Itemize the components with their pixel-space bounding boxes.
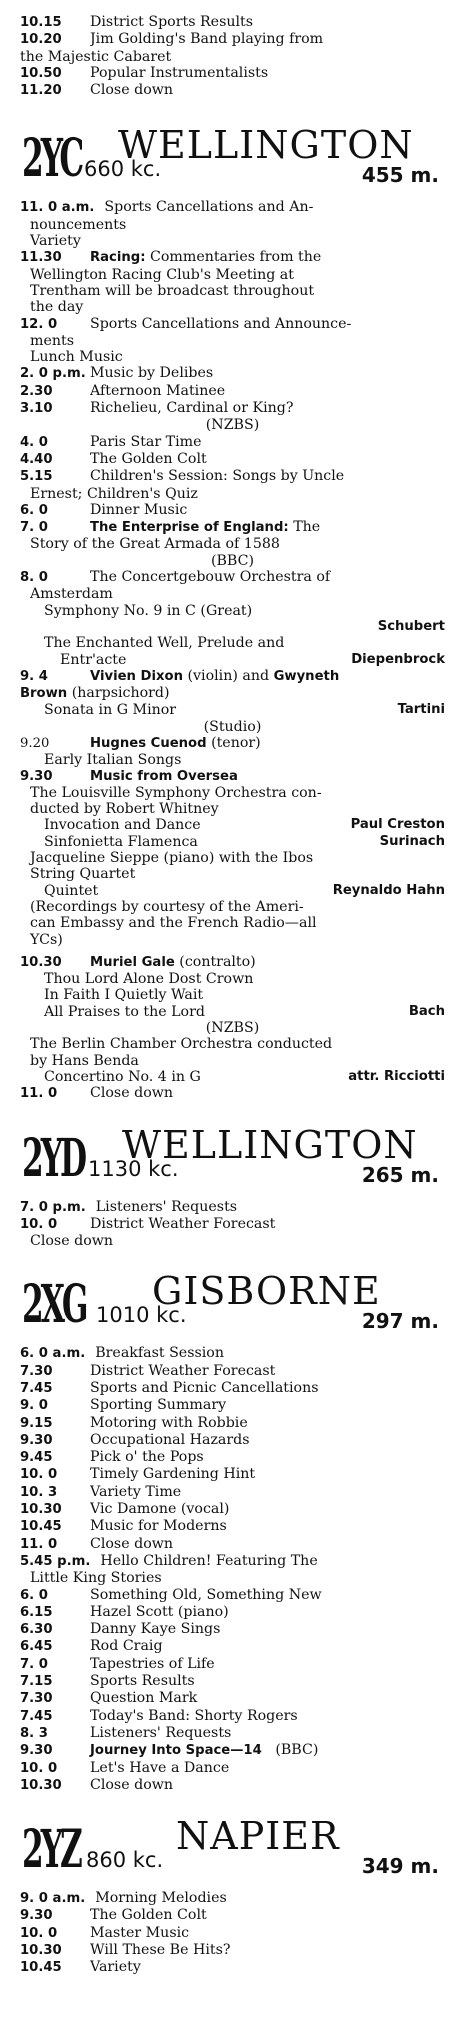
entry-continuation: Wellington Racing Club's Meeting at [30,266,294,283]
station-city: GISBORNE [152,1269,381,1314]
entry-title: The Golden Colt [90,450,207,467]
piece-title: Entr'acte [60,651,127,668]
entry-title: Tapestries of Life [90,1655,215,1672]
entry-title: Vic Damone (vocal) [90,1501,230,1518]
entry-title: District Sports Results [90,14,254,30]
entry-piece-row [20,652,445,668]
entry-title: The [293,519,321,536]
entry-continuation: ducted by Robert Whitney [30,801,219,818]
listing-entry [20,1760,445,1777]
entry-continuation: can Embassy and the French Radio—all [30,915,317,932]
entry-continuation: Lunch Music [30,349,123,366]
station-frequency: 1130 kc. [88,1156,179,1181]
entry-time: 10. 0 [20,1467,58,1483]
entry-bold-title: Hugnes Cuenod [90,735,207,751]
station-header-2yz [0,1814,451,1886]
entry-time: 11.30 [20,250,62,266]
entry-time: 11. 0 [20,1536,58,1552]
entry-continuation: Amsterdam [30,586,113,603]
entry-piece-row [20,1069,445,1085]
entry-time: 9.30 [20,1432,53,1448]
entry-time: 6.15 [20,1604,53,1620]
entry-time: 10.50 [20,65,62,81]
song-title: Thou Lord Alone Dost Crown [44,971,254,988]
station-header-2xg [0,1269,451,1341]
entry-title: Variety [90,1959,141,1976]
listing-entry [20,365,445,382]
entry-bold-title: Vivien Dixon [90,668,183,684]
entry-title: Afternoon Matinee [90,382,226,399]
entry-continuation: ments [30,332,74,349]
listing-entry [20,249,445,266]
entry-bold-title: Racing: [90,250,146,266]
piece-title: Concertino No. 4 in G [44,1068,201,1085]
piece-title: Sinfonietta Flamenca [44,833,198,850]
entry-title: Close down [90,82,174,99]
station-frequency: 1010 kc. [96,1303,187,1328]
listing-entry [20,1890,445,1907]
listing-entry [20,1380,445,1397]
listing-entry [20,82,445,99]
entry-source-note: (NZBS) [205,417,260,434]
station-frequency: 660 kc. [84,157,162,182]
entry-piece-row [20,817,445,833]
schedule-2yz [0,1890,451,1976]
entry-time: 4.40 [20,451,53,467]
listing-entry [20,1708,445,1725]
entry-bold-title: Brown [20,686,68,702]
entry-continuation: The Enchanted Well, Prelude and [44,635,285,652]
listing-entry [20,502,445,519]
listing-entry [20,199,445,216]
entry-time: 6.30 [20,1622,53,1638]
entry-continuation: Jacqueline Sieppe (piano) with the Ibos [30,850,314,867]
listing-entry [20,569,445,586]
entry-time: 6. 0 [20,1587,48,1603]
station-wavelength: 455 m. [361,163,439,188]
composer-name: Diepenbrock [351,651,445,667]
entry-time: 5.15 [20,469,53,485]
listing-entry [20,1199,445,1216]
entry-time: 10.15 [20,15,62,30]
station-header-2yc [0,123,451,195]
entry-title: Motoring with Robbie [90,1414,248,1431]
entry-title: Breakfast Session [95,1345,224,1362]
station-callsign: 2XG [22,1274,86,1336]
entry-time: 10.30 [20,1502,62,1518]
entry-continuation: String Quartet [30,866,136,883]
entry-title: Sports and Picnic Cancellations [90,1380,319,1396]
entry-time: 9.30 [20,1908,53,1924]
entry-time: 10.30 [20,1943,62,1959]
station-wavelength: 349 m. [361,1854,439,1879]
listing-entry [20,1216,445,1233]
listing-entry [20,1518,445,1535]
entry-continuation: Symphony No. 9 in C (Great) [44,602,253,619]
entry-continuation: Trentham will be broadcast throughout [30,282,315,299]
entry-title: District Weather Forecast [90,1215,276,1232]
station-frequency: 860 kc. [86,1848,164,1873]
entry-title: (tenor) [211,734,261,751]
entry-title: (BBC) [275,1742,319,1759]
listing-entry [20,1690,445,1707]
listing-entry [20,1742,445,1759]
listing-entry [20,451,445,468]
entry-time: 10. 0 [20,1925,58,1941]
entry-title: Question Mark [90,1690,198,1707]
listing-entry [20,65,445,82]
entry-time: 10.20 [20,32,62,48]
entry-time: 12. 0 [20,316,58,332]
listing-entry [20,1959,445,1976]
listing-entry [20,1449,445,1466]
entry-continuation: YCs) [30,931,63,948]
listing-entry [20,1621,445,1638]
entry-title: Richelieu, Cardinal or King? [90,400,294,417]
entry-time: 8. 0 [20,570,48,586]
entry-title: (contralto) [179,953,256,970]
entry-time: 6. 0 a.m. [20,1346,86,1362]
entry-time: 9. 4 [20,668,48,684]
listing-entry [20,1397,445,1414]
entry-title: Let's Have a Dance [90,1759,230,1776]
composer-name: Schubert [377,618,445,634]
listing-entry [20,1085,445,1102]
entry-time: 5.45 p.m. [20,1553,91,1569]
entry-title: Sporting Summary [90,1397,227,1414]
composer-name: Paul Creston [350,817,445,833]
entry-continuation: Early Italian Songs [44,752,182,769]
listing-entry [20,1673,445,1690]
piece-title: Invocation and Dance [44,817,201,834]
schedule-2xg [0,1345,451,1794]
entry-title: Today's Band: Shorty Rogers [90,1707,298,1724]
entry-title: Dinner Music [90,501,188,518]
composer-name: Bach [408,1003,445,1019]
listing-entry [20,1638,445,1655]
entry-piece-row [20,702,445,718]
entry-title: Sports Cancellations and Announce- [90,315,352,332]
composer-name: Reynaldo Hahn [332,882,445,898]
listing-entry [20,735,445,752]
entry-bold-title: The Enterprise of England: [90,520,289,536]
entry-title: (harpsichord) [71,685,170,702]
listing-entry [20,1536,445,1553]
listing-entry [20,1345,445,1362]
entry-time: 7.45 [20,1708,53,1724]
piece-title: Quintet [44,882,99,899]
station-header-2yd [0,1123,451,1195]
entry-time: 7.30 [20,1363,53,1379]
listing-entry [20,1363,445,1380]
entry-title: Music by Delibes [90,365,214,382]
station-wavelength: 265 m. [361,1162,439,1187]
entry-time: 10.30 [20,954,62,970]
entry-continuation: (Recordings by courtesy of the Ameri- [30,898,304,915]
entry-time: 9.15 [20,1415,53,1431]
entry-title: Variety Time [90,1483,182,1500]
listing-entry [20,316,445,333]
listing-entry [20,14,445,31]
entry-time: 2. 0 p.m. [20,366,86,382]
entry-piece-row [20,834,445,850]
listing-entry [20,1656,445,1673]
entry-time: 9. 0 a.m. [20,1891,86,1907]
listing-entry [20,954,445,971]
entry-time: 2.30 [20,383,53,399]
entry-title: Timely Gardening Hint [90,1466,256,1483]
entry-title: Commentaries from the [150,249,322,266]
entry-continuation: Close down [30,1233,114,1250]
carryover-listings [0,0,451,99]
entry-title: Hazel Scott (piano) [90,1603,229,1620]
station-callsign: 2YZ [22,1819,80,1881]
listing-entry [20,1604,445,1621]
entry-time: 11. 0 [20,1086,58,1102]
entry-piece-row [20,1004,445,1020]
entry-title: Sports Results [90,1673,195,1690]
entry-continuation: the Majestic Cabaret [20,48,172,65]
entry-title: Close down [90,1535,174,1552]
entry-continuation: the day [30,299,84,316]
entry-bold-title: Muriel Gale [90,954,175,970]
schedule-2yd [0,1199,451,1250]
entry-time: 10. 0 [20,1216,58,1232]
entry-time: 11.20 [20,83,62,99]
entry-time: 7.30 [20,1691,53,1707]
composer-name: Tartini [397,702,445,718]
listing-entry [20,1942,445,1959]
entry-time: 9.30 [20,768,53,784]
listing-entry [20,1777,445,1794]
entry-continuation: Story of the Great Armada of 1588 [30,536,280,553]
station-city: WELLINGTON [118,123,414,168]
entry-time: 10. 3 [20,1484,58,1500]
entry-continuation: by Hans Benda [30,1052,139,1069]
station-wavelength: 297 m. [361,1309,439,1334]
listing-entry [20,400,445,417]
listing-entry [20,1466,445,1483]
entry-title: The Golden Colt [90,1907,207,1924]
listing-entry [20,383,445,400]
entry-title: Close down [90,1776,174,1793]
entry-title: Close down [90,1085,174,1102]
piece-title: Sonata in G Minor [44,702,177,719]
listing-entry [20,519,445,536]
song-title: In Faith I Quietly Wait [44,987,204,1004]
entry-piece-row [20,883,445,899]
entry-time: 7. 0 [20,520,48,536]
composer-name: Surinach [379,833,445,849]
entry-time: 10.30 [20,1777,62,1793]
entry-continuation: nouncements [30,216,127,233]
schedule-2yc [0,199,451,1102]
entry-time: 8. 3 [20,1725,48,1741]
entry-time: 9. 0 [20,1398,48,1414]
entry-time: 4. 0 [20,434,48,450]
piece-title: All Praises to the Lord [44,1003,205,1020]
entry-time: 3.10 [20,401,53,417]
entry-continuation: The Berlin Chamber Orchestra conducted [30,1036,333,1053]
entry-title: The Concertgebouw Orchestra of [90,569,331,586]
entry-time: 7.15 [20,1674,53,1690]
listing-entry [20,1907,445,1924]
entry-continuation: The Louisville Symphony Orchestra con- [30,784,322,801]
listing-entry [20,769,445,785]
entry-time: 11. 0 a.m. [20,200,95,216]
entry-bold-title: Music from Oversea [90,768,238,784]
entry-title: Paris Star Time [90,433,202,450]
entry-time: 7. 0 [20,1656,48,1672]
entry-title: (violin) and [187,667,270,684]
entry-title: Children's Session: Songs by Uncle [90,468,345,485]
listing-entry [20,434,445,451]
listing-entry [20,1925,445,1942]
entry-title: Morning Melodies [95,1890,227,1907]
entry-title: Popular Instrumentalists [90,64,269,81]
entry-title: Sports Cancellations and An- [104,199,314,216]
entry-time: 10.45 [20,1519,62,1535]
entry-title: Jim Golding's Band playing from [90,31,324,48]
station-callsign: 2YD [22,1127,85,1189]
listing-entry [20,1484,445,1501]
entry-title: Music for Moderns [90,1518,227,1535]
entry-continuation [20,685,445,702]
entry-title: Rod Craig [90,1638,163,1655]
entry-title: Hello Children! Featuring The [100,1552,318,1569]
listing-entry [20,31,445,48]
entry-title: Pick o' the Pops [90,1449,204,1466]
entry-time: 6.45 [20,1639,53,1655]
entry-title: Listeners' Requests [90,1724,232,1741]
composer-name: attr. Ricciotti [348,1068,445,1084]
station-city: NAPIER [176,1814,340,1859]
entry-title: Listeners' Requests [95,1198,238,1215]
entry-time: 6. 0 [20,502,48,518]
entry-source-note: (Studio) [203,718,262,735]
station-callsign: 2YC [22,128,82,190]
entry-source-note: (BBC) [210,552,255,569]
entry-continuation: Little King Stories [30,1570,162,1587]
listing-entry [20,468,445,485]
entry-title: Danny Kaye Sings [90,1621,221,1638]
entry-source-note: (NZBS) [205,1020,260,1037]
entry-title: Will These Be Hits? [90,1942,231,1959]
entry-title: Master Music [90,1924,190,1941]
entry-time: 9.20 [20,735,50,751]
entry-continuation: Ernest; Children's Quiz [30,485,198,502]
listing-entry [20,1725,445,1742]
listing-entry [20,1501,445,1518]
entry-time: 10.45 [20,1960,62,1976]
entry-continuation: Variety [30,233,81,250]
listing-entry [20,1415,445,1432]
entry-time: 9.45 [20,1450,53,1466]
entry-time: 9.30 [20,1743,53,1759]
station-city: WELLINGTON [122,1122,418,1167]
entry-time: 7. 0 p.m. [20,1199,86,1215]
entry-time: 7.45 [20,1381,53,1396]
entry-title: District Weather Forecast [90,1362,276,1379]
listing-entry [20,1432,445,1449]
entry-bold-title: Journey Into Space—14 [90,1743,262,1759]
listing-entry [20,1587,445,1604]
listing-entry [20,1553,445,1570]
entry-bold-title: Gwyneth [273,668,340,684]
entry-title: Occupational Hazards [90,1431,250,1448]
entry-title: Something Old, Something New [90,1586,322,1603]
listing-entry [20,668,445,685]
entry-time: 10. 0 [20,1760,58,1776]
